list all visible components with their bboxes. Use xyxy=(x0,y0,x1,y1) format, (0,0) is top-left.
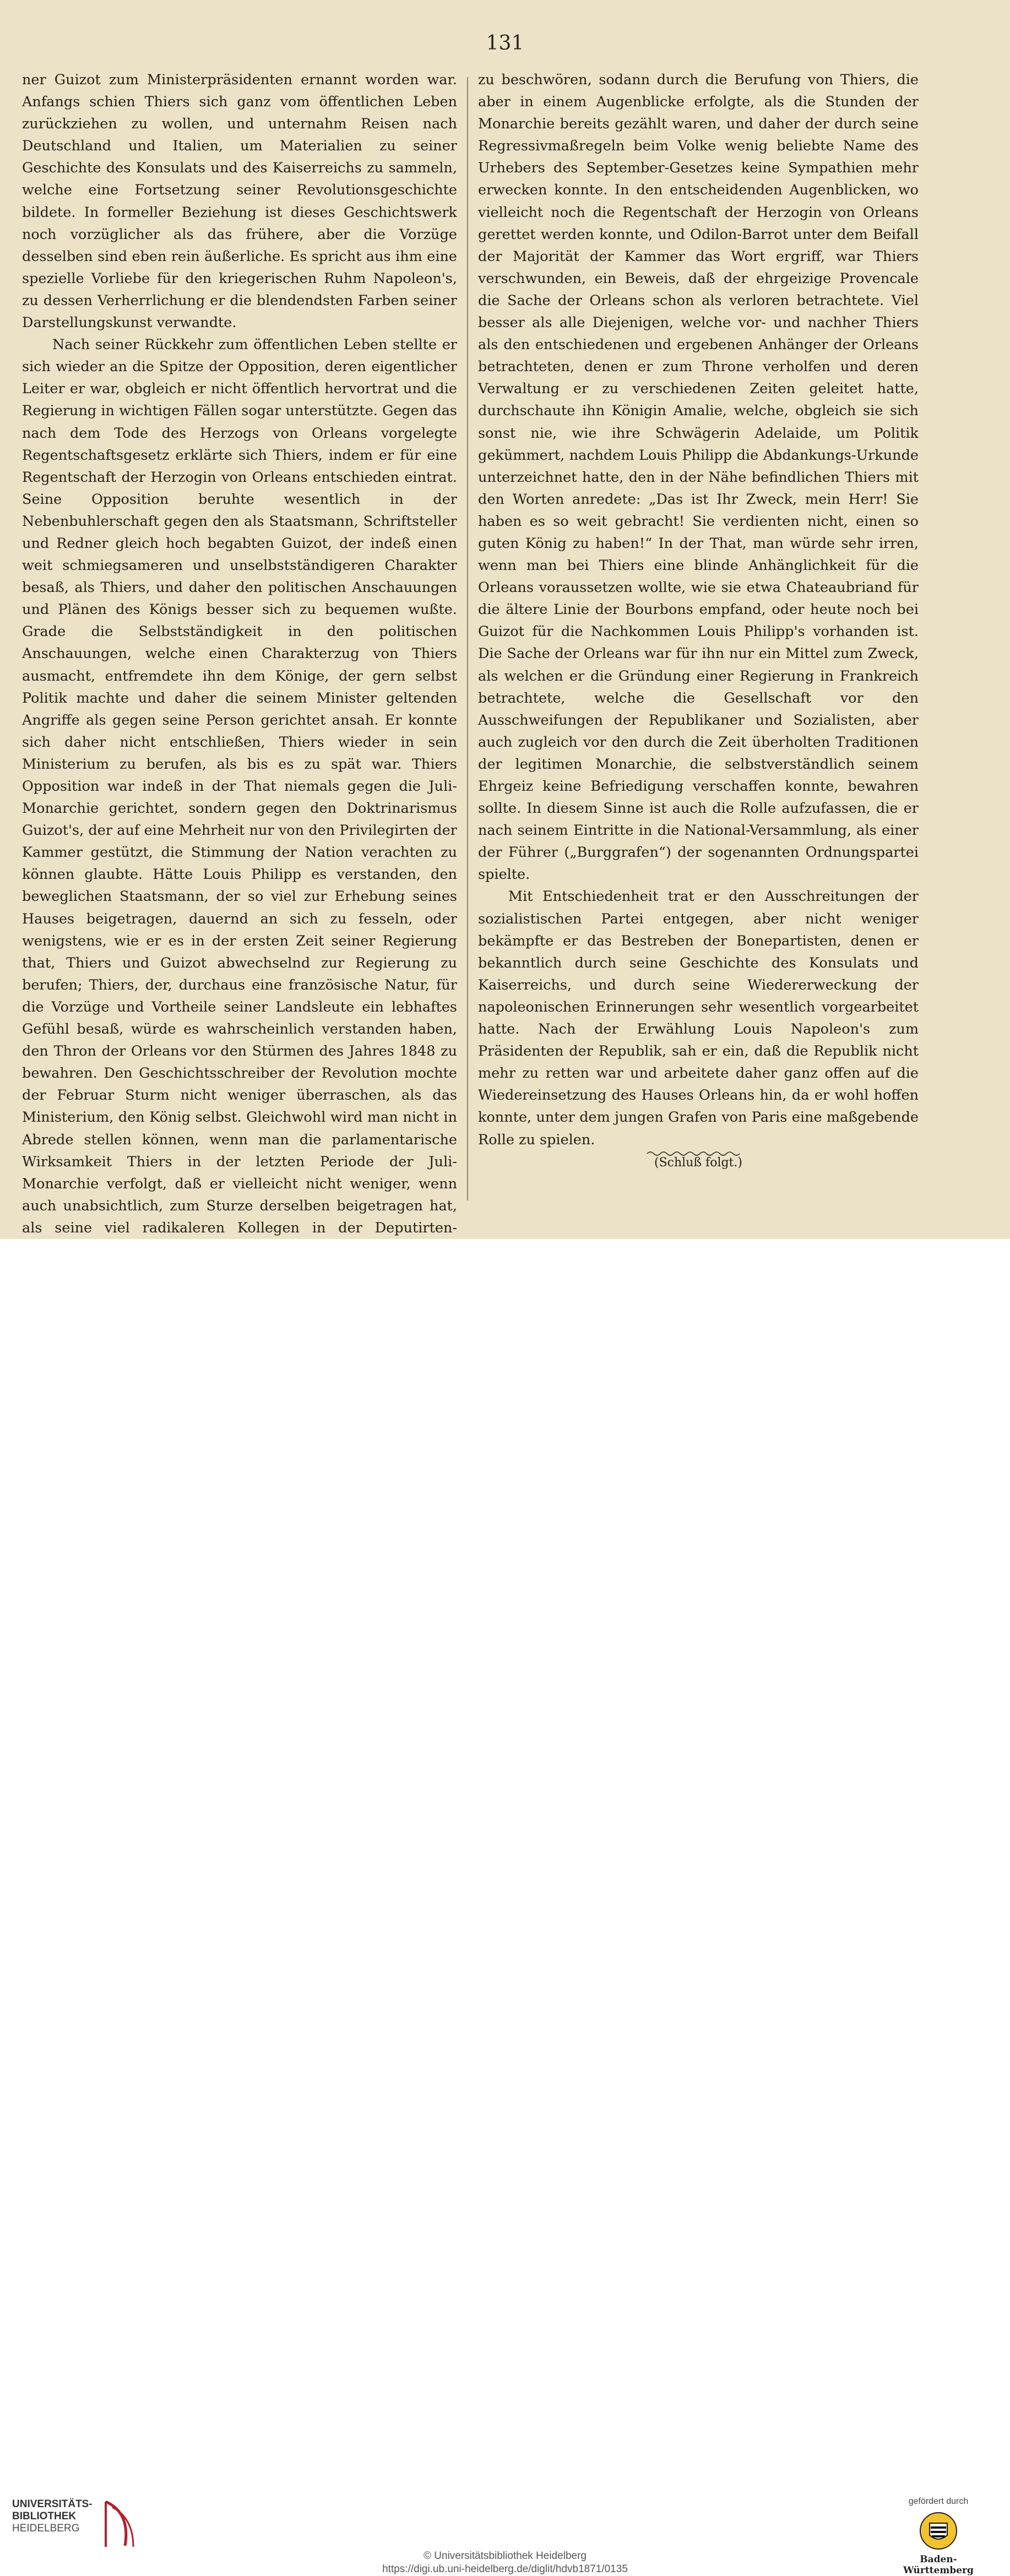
copyright-notice xyxy=(0,2550,1010,2576)
sponsor-name: Baden-Württemberg xyxy=(903,2554,974,2576)
sponsor-label: gefördert durch xyxy=(908,2497,969,2506)
left-column xyxy=(22,69,457,1305)
paragraph: Nach seiner Rückkehr zum öffentlichen Leben stellte er sich wieder an die Spitze der Opposition, deren eigentlicher Leiter er war, obgleich er nicht öffentlich hervortrat und die Regierung in wichtigen Fällen sogar unterstützte. Gegen das nach dem Tode des Herzogs von Orleans vorgelegte Regentschaftsgesetz erklärte sich Thiers, indem er für eine Regentschaft der Herzogin von Orleans entschieden eintrat. Seine Opposition beruhte wesentlich in der Nebenbuhlerschaft gegen den als Staatsmann, Schriftsteller und Redner gleich hoch begabten Guizot, der indeß einen weit schmiegsameren und unselbstständigeren Charakter besaß, als Thiers, und daher den politischen Anschauungen und Plänen des Königs besser sich zu bequemen wußte. Grade die Selbstständigkeit in den politischen Anschauungen, welche einen Charakterzug von Thiers ausmacht, entfremdete ihn dem Könige, der gern selbst Politik machte und daher die seinem Minister geltenden Angriffe als gegen seine Person gerichtet ansah. Er konnte sich daher nicht entschließen, Thiers wieder in sein Ministerium zu berufen, als bis es zu spät war. Thiers Opposition war indeß in der That niemals gegen die Juli-Monarchie gerichtet, sondern gegen den Doktrinarismus Guizot's, der auf eine Mehrheit nur von den Privilegirten der Kammer gestützt, die Stimmung der Nation verachten zu können glaubte. Hätte Louis Philipp es verstanden, den beweglichen Staatsmann, der so viel zur Erhebung seines Hauses beigetragen, dauernd an sich zu fesseln, oder wenigstens, wie er es in der ersten Zeit seiner Regierung that, Thiers und Guizot abwechselnd zur Regierung zu berufen; Thiers, der, durchaus eine französische Natur, für die Vorzüge und Vortheile seiner Landsleute ein lebhaftes Gefühl besaß, würde es wahrscheinlich verstanden haben, den Thron der Orleans vor den Stürmen des Jahres 1848 zu bewahren. Den Geschichtsschreiber der Revolution mochte der Februar Sturm nicht weniger überraschen, als das Ministerium, den König selbst. Gleichwohl wird man nicht in Abrede stellen können, wenn man die parlamentarische Wirksamkeit Thiers in der letzten Periode der Juli-Monarchie verfolgt, daß er vielleicht nicht weniger, wenn auch unabsichtlich, zum Sturze derselben beigetragen hat, als seine viel radikaleren Kollegen in der Deputirten- xyxy=(22,336,457,1236)
source-url-link[interactable]: https://digi.ub.uni-heidelberg.de/diglit/hdvb1871/0135 xyxy=(382,2563,628,2575)
to-be-continued-note: (Schluß folgt.) xyxy=(654,1155,742,1170)
paragraph: Mit Entschiedenheit trat er den Ausschreitungen der sozialistischen Partei entgegen, aber nicht weniger bekämpfte er das Bestreben der Bonepartisten, denen er bekanntlich durch seine Geschichte des Konsulats und Kaiserreichs, und durch seine Wiedererweckung der napoleonischen Erinnerungen sehr wesentlich vorgearbeitet hatte. Nach der Erwählung Louis Napoleon's zum Präsidenten der Republik, sah er ein, daß die Republik nicht mehr zu retten war und arbeitete daher ganz offen auf die Wiedereinsetzung des Hauses Orleans hin, da er wohl hoffen konnte, unter dem jungen Grafen von Paris eine maßgebende Rolle zu spielen. xyxy=(478,888,919,1148)
sponsor-block xyxy=(889,2497,988,2576)
library-logo-icon xyxy=(100,2496,144,2551)
wavy-divider-ornament xyxy=(647,1148,741,1159)
library-name[interactable]: UNIVERSITÄTS- BIBLIOTHEK HEIDELBERG xyxy=(12,2498,93,2534)
paragraph: zu beschwören, sodann durch die Berufung von Thiers, die aber in einem Augenblicke erfolgte, als die Stunden der Monarchie bereits gezählt waren, und daher der durch seine Regressivmaßregeln beim Volke wenig beliebte Name des Urhebers des September-Gesetzes keine Sympathien mehr erwecken konnte. In den entscheidenden Augenblicken, wo vielleicht noch die Regentschaft der Herzogin von Orleans gerettet werden konnte, und Odilon-Barrot unter dem Beifall der Majorität der Kammer das Wort ergriff, war Thiers verschwunden, ein Beweis, daß der ehrgeizige Provencale die Sache der Orleans schon als verloren betrachtete. Viel besser als alle Diejenigen, welche vor- und nachher Thiers als den entschiedenen und ergebenen Anhänger der Orleans betrachteten, denen er zum Throne verholfen und deren Verwaltung er zu verschiedenen Zeiten geleitet hatte, durchschaute ihn Königin Amalie, welche, obgleich sie sich sonst nie, wie ihre Schwägerin Adelaide, um Politik gekümmert, nachdem Louis Philipp die Abdankungs-Urkunde unterzeichnet hatte, den in der Nähe befindlichen Thiers mit den Worten anredete: „Das ist Ihr Zweck, mein Herr! Sie haben es so weit gebracht! Sie verdienten nicht, einen so guten König zu haben!“ In der That, man würde sehr irren, wenn man bei Thiers eine blinde Anhänglichkeit für die Orleans voraussetzen wollte, wie sie etwa Chateaubriand für die ältere Linie der Bourbons empfand, oder heute noch bei Guizot für die Nachkommen Louis Philipp's vorhanden ist. Die Sache der Orleans war für ihn nur ein Mittel zum Zweck, als welchen er die Gründung einer Regierung in Frankreich betrachtete, welche die Gesellschaft vor den Ausschweifungen der Republikaner und Sozialisten, aber auch zugleich vor den durch die Zeit überholten Traditionen der legitimen Monarchie, die selbstverständlich seinem Ehrgeiz keine Befriedigung verschaffen konnte, bewahren sollte. In diesem Sinne ist auch die Rolle aufzufassen, die er nach seinem Eintritte in die National-Versammlung, als einer der Führer („Burggrafen“) der sogenannten Ordnungspartei spielte. xyxy=(478,72,919,883)
copyright-text: © Universitätsbibliothek Heidelberg xyxy=(423,2550,587,2562)
paragraph: ner Guizot zum Ministerpräsidenten ernannt worden war. Anfangs schien Thiers sich ganz vom öffentlichen Leben zurückziehen zu wollen, und unternahm Reisen nach Deutschland und Italien, um Materialien zu seiner Geschichte des Konsulats und des Kaiserreichs zu sammeln, welche eine Fortsetzung seiner Revolutionsgeschichte bildete. In formeller Beziehung ist dieses Geschichtswerk noch vorzüglicher als das frühere, aber die Vorzüge desselben sind eben rein äußerliche. Es spricht aus ihm eine spezielle Vorliebe für den kriegerischen Ruhm Napoleon's, zu dessen Verherrlichung er die blendendsten Farben seiner Darstellungskunst verwandte. xyxy=(22,72,457,331)
coat-of-arms-icon xyxy=(919,2511,958,2551)
column-divider xyxy=(467,77,468,1200)
page-number: 131 xyxy=(486,32,524,55)
footer xyxy=(0,1239,1010,2576)
right-column xyxy=(478,69,919,1174)
scanned-page xyxy=(0,0,1010,1239)
